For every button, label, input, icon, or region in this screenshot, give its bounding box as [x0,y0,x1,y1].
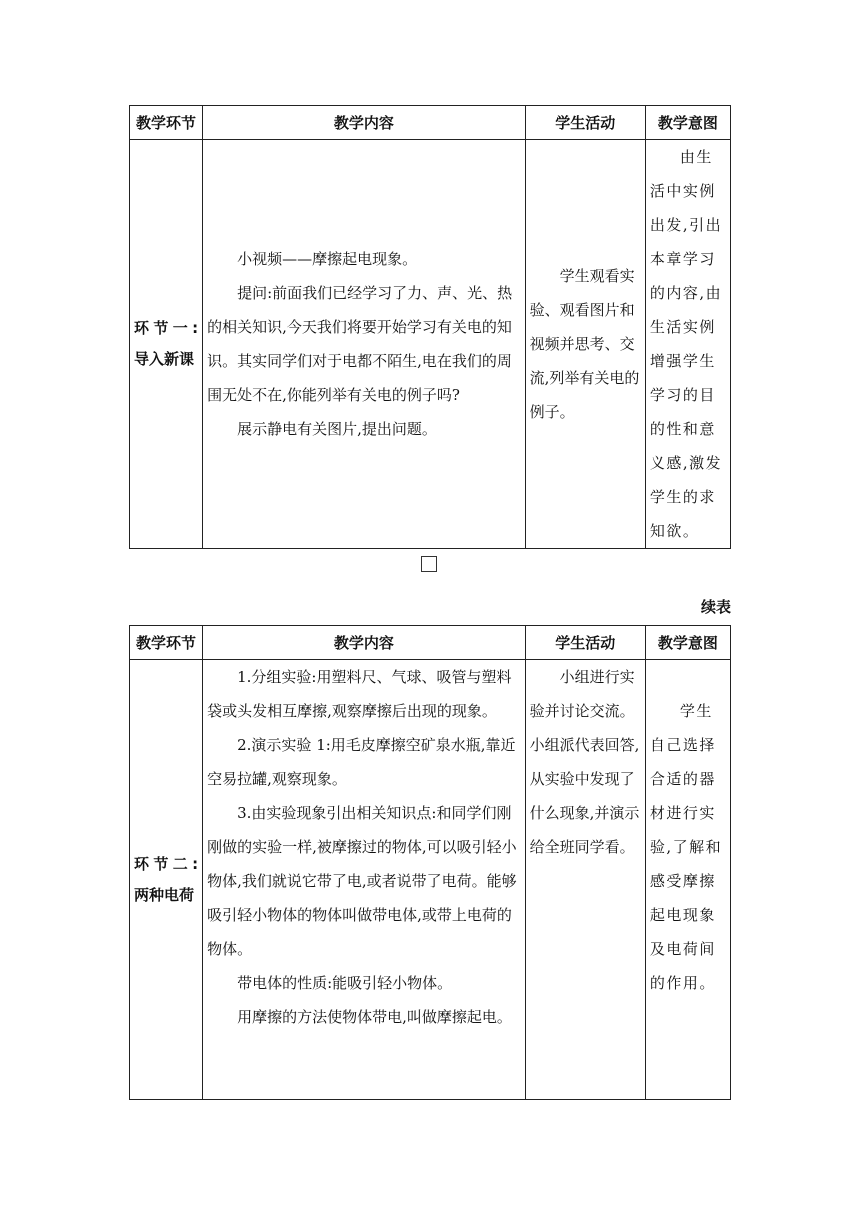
content-paragraph: 用摩擦的方法使物体带电,叫做摩擦起电。 [237,1008,512,1026]
content-paragraph: 小视频——摩擦起电现象。 [237,250,418,268]
stage-cell: 环节二:两种电荷 [130,660,203,1100]
header-intent: 教学意图 [645,106,730,140]
stage-cell: 环节一:导入新课 [130,140,203,549]
continued-label: 续表 [700,598,731,616]
table-row [130,660,731,1100]
lesson-table-1 [129,105,731,549]
header-content: 教学内容 [203,626,526,660]
header-intent: 教学意图 [645,626,730,660]
header-stage: 教学环节 [130,626,203,660]
content-paragraph: 带电体的性质:能吸引轻小物体。 [237,974,453,992]
content-paragraph: 展示静电有关图片,提出问题。 [237,420,437,438]
intent-cell: 学生自己选择合适的器材进行实验,了解和感受摩擦起电现象及电荷间的作用。 [645,660,730,1100]
content-paragraph: 3.由实验现象引出相关知识点:和同学们刚刚做的实验一样,被摩擦过的物体,可以吸引轻小物体,我们就说它带了电,或者说带了电荷。能够吸引轻小物体的物体叫做带电体,或带上电荷的物体。 [207,804,517,958]
empty-checkbox-glyph [421,556,437,572]
header-activity: 学生活动 [525,626,645,660]
lesson-table-2 [129,625,731,1100]
content-paragraph: 2.演示实验 1:用毛皮摩擦空矿泉水瓶,靠近空易拉罐,观察现象。 [207,736,516,788]
header-activity: 学生活动 [525,106,645,140]
content-cell [203,660,526,1100]
table-header-row [130,626,731,660]
content-cell [203,140,526,549]
intent-cell: 由生活中实例出发,引出本章学习的内容,由生活实例增强学生学习的目的性和意义感,激发学生的求知欲。 [645,140,730,549]
content-paragraph: 1.分组实验:用塑料尺、气球、吸管与塑料袋或头发相互摩擦,观察摩擦后出现的现象。 [207,668,512,720]
table-header-row [130,106,731,140]
header-content: 教学内容 [203,106,526,140]
activity-cell: 学生观看实验、观看图片和视频并思考、交流,列举有关电的例子。 [525,140,645,549]
activity-cell: 小组进行实验并讨论交流。小组派代表回答,从实验中发现了什么现象,并演示给全班同学看。 [525,660,645,1100]
content-paragraph: 提问:前面我们已经学习了力、声、光、热的相关知识,今天我们将要开始学习有关电的知识。其实同学们对于电都不陌生,电在我们的周围无处不在,你能列举有关电的例子吗? [207,284,513,404]
header-stage: 教学环节 [130,106,203,140]
table-row [130,140,731,549]
